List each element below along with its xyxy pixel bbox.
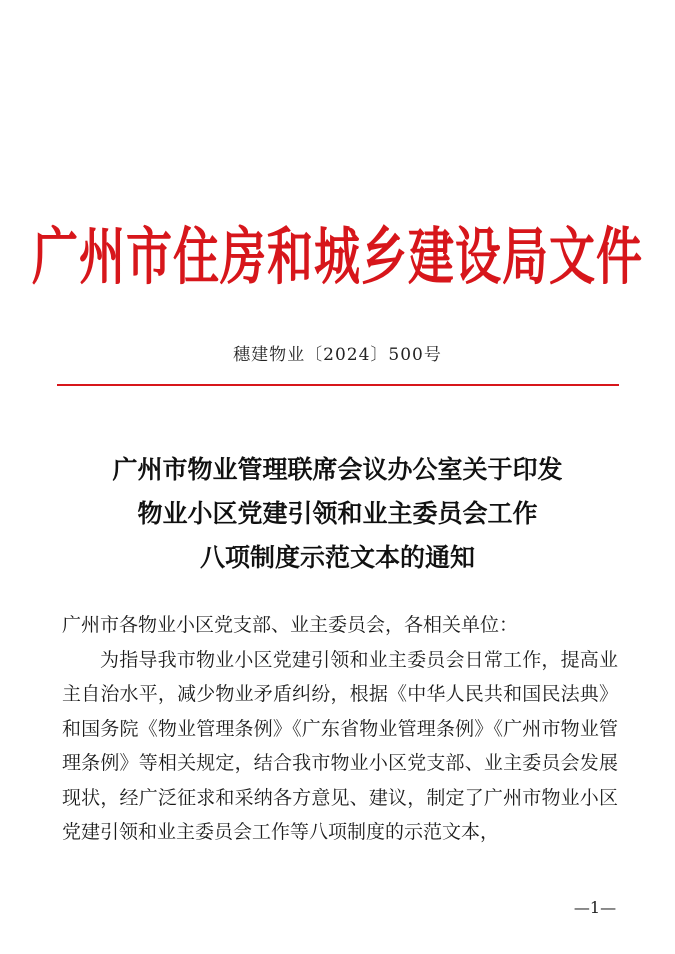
notice-body (62, 608, 618, 850)
notice-title (0, 448, 675, 580)
addressee-line: 广州市各物业小区党支部、业主委员会，各相关单位： (62, 614, 519, 636)
title-line-3: 八项制度示范文本的通知 (199, 543, 475, 572)
red-divider (57, 384, 619, 386)
document-number: 穗建物业〔2024〕500号 (233, 345, 442, 365)
page-number: —1— (573, 898, 617, 917)
document-masthead: 广州市住房和城乡建设局文件 (32, 220, 643, 294)
body-paragraph: 为指导我市物业小区党建引领和业主委员会日常工作，提高业主自治水平，减少物业矛盾纠纷，根据《中华人民共和国民法典》和国务院《物业管理条例》《广东省物业管理条例》《广州市物业管理条例》等相关规定，结合我市物业小区党支部、业主委员会发展现状，经广泛征求和采纳各方意见、建议，制定了广州市物业小区党建引领和业主委员会工作等八项制度的示范文本， (62, 648, 618, 843)
title-line-2: 物业小区党建引领和业主委员会工作 (137, 499, 538, 528)
title-line-1: 广州市物业管理联席会议办公室关于印发 (112, 455, 563, 484)
